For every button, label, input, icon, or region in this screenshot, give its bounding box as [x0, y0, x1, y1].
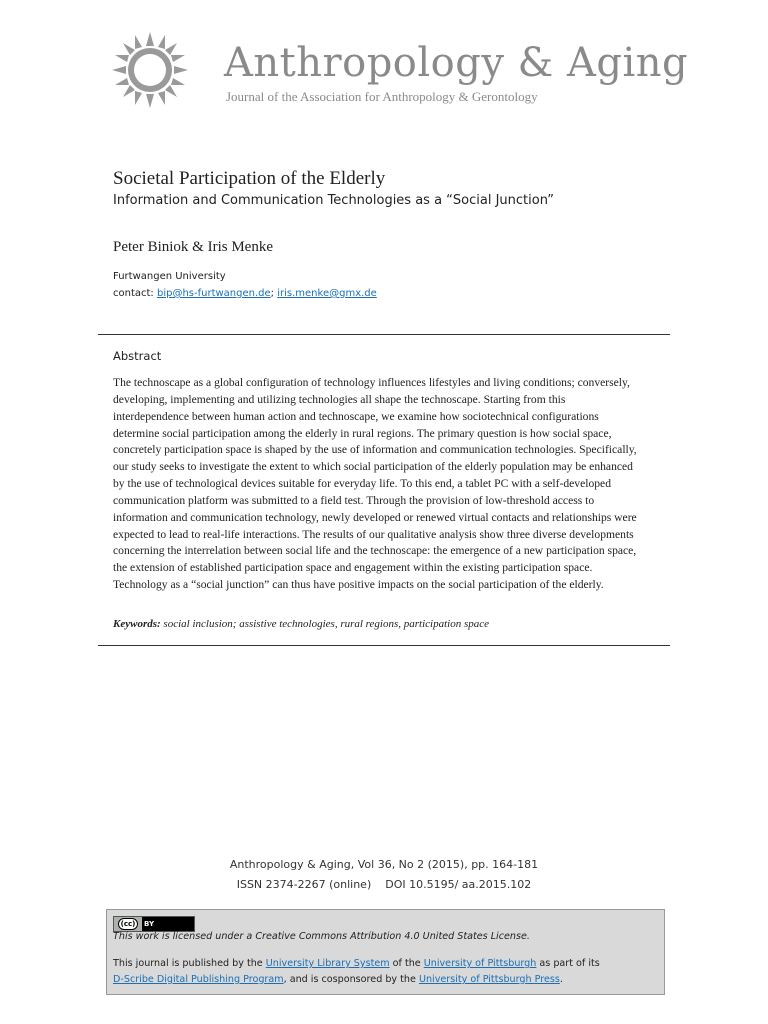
- publisher-text-a: This journal is published by the: [113, 958, 266, 969]
- link-pittsburgh-press[interactable]: University of Pittsburgh Press: [418, 974, 560, 985]
- journal-subtitle: Journal of the Association for Anthropology & Gerontology: [226, 89, 538, 104]
- article-title: Societal Participation of the Elderly: [113, 168, 386, 189]
- program-text-b: , and is cosponsored by the: [283, 974, 419, 985]
- cc-icon: (cc): [118, 918, 138, 930]
- keywords-line: [113, 618, 489, 630]
- contact-label: contact:: [113, 288, 154, 299]
- citation-issn-doi: ISSN 2374-2267 (online) DOI 10.5195/ aa.2015.102: [236, 878, 532, 891]
- program-text-c: .: [559, 974, 563, 985]
- sun-icon: [110, 30, 190, 110]
- cc-by-badge[interactable]: [113, 916, 195, 932]
- abstract-text: The technoscape as a global configuration of technology influences lifestyles and living conditions; conversely, developing, implementing and utilizing technologies all shape the technoscape. Starting from this interdependence between human action and technoscape, we examine how sociotechnical configurations determine social participation among the elderly in rural regions. The primary question is how social space, concretely participation space is shaped by the use of information and communication technologies. Specifically, our study seeks to investigate the extent to which social participation of the elderly population may be enhanced by the use of technological devices suitable for everyday life. To this end, a tablet PC with a self-developed communication platform was submitted to a field test. Through the provision of low-threshold access to information and communication technology, newly developed or renewed virtual contacts and relationships were expected to lead to real-life interactions. The results of our qualitative analysis show three diverse developments concerning the interrelation between social life and the technoscape: the emergence of a new participation space, the extension of established participation space and engagement within the existing participation space. Technology as a “social junction” can thus have positive impacts on the social participation of the elderly.: [113, 376, 637, 592]
- abstract-heading: Abstract: [113, 349, 162, 363]
- article-authors: Peter Biniok & Iris Menke: [113, 239, 273, 255]
- contact-line: [113, 288, 377, 299]
- affiliation: Furtwangen University: [113, 271, 226, 282]
- keywords-label: Keywords:: [113, 618, 161, 630]
- program-line: [113, 974, 563, 985]
- keywords-list: social inclusion; assistive technologies, rural regions, participation space: [163, 618, 490, 630]
- journal-title: Anthropology & Aging: [224, 40, 689, 86]
- article-subtitle: Information and Communication Technologies as a “Social Junction”: [113, 193, 554, 208]
- journal-header: [108, 28, 689, 118]
- license-box: [106, 909, 665, 995]
- divider-bottom: [98, 645, 670, 646]
- citation-volume: Anthropology & Aging, Vol 36, No 2 (2015), pp. 164-181: [229, 858, 539, 871]
- link-d-scribe-program[interactable]: D-Scribe Digital Publishing Program: [113, 974, 284, 985]
- publisher-text-b: of the: [389, 958, 424, 969]
- license-statement: This work is licensed under a Creative Commons Attribution 4.0 United States License.: [113, 931, 530, 942]
- email-link-biniok[interactable]: bip@hs-furtwangen.de: [156, 288, 271, 299]
- publisher-line: [113, 958, 600, 969]
- email-link-menke[interactable]: iris.menke@gmx.de: [277, 288, 377, 299]
- link-university-of-pittsburgh[interactable]: University of Pittsburgh: [423, 958, 537, 969]
- publisher-text-c: as part of its: [536, 958, 600, 969]
- link-university-library-system[interactable]: University Library System: [265, 958, 390, 969]
- by-label: BY: [144, 920, 155, 928]
- divider-top: [98, 334, 670, 335]
- email-separator: ;: [270, 288, 275, 299]
